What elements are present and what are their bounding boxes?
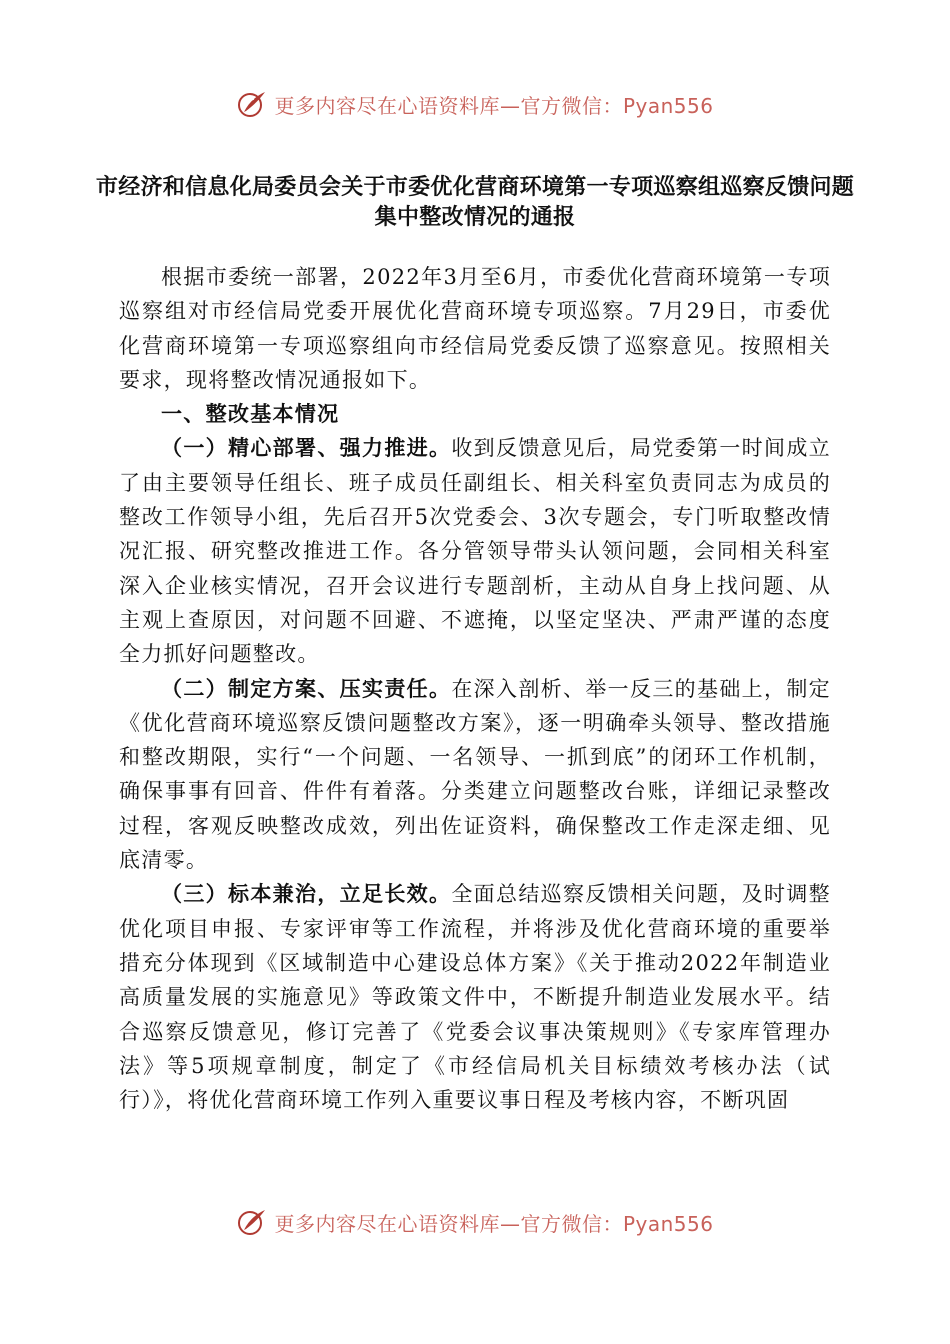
banner-text: 更多内容尽在心语资料库—官方微信：Pyan556: [274, 1211, 714, 1236]
section-item-paragraph: [119, 431, 831, 671]
item-lead: （二）制定方案、压实责任。: [161, 675, 452, 701]
item-lead: （三）标本兼治，立足长效。: [161, 881, 452, 907]
quill-logo-icon: [236, 1206, 268, 1238]
section-heading: 一、整改基本情况: [161, 402, 340, 427]
document-title: 市经济和信息化局委员会关于市委优化营商环境第一专项巡察组巡察反馈问题集中整改情况的通报: [95, 174, 855, 230]
footer-watermark-banner: [0, 1206, 950, 1246]
item-text: 收到反馈意见后，局党委第一时间成立了由主要领导任组长、班子成员任副组长、相关科室负责同志为成员的整改工作领导小组，先后召开5次党委会、3次专题会，专门听取整改情况汇报、研究整改推进工作。各分管领导带头认领问题，会同相关科室深入企业核实情况，召开会议进行专题剖析，主动从自身上找问题、从主观上查原因，对问题不回避、不遮掩，以坚定坚决、严肃严谨的态度全力抓好问题整改。: [119, 436, 831, 667]
item-text: 在深入剖析、举一反三的基础上，制定《优化营商环境巡察反馈问题整改方案》，逐一明确牵头领导、整改措施和整改期限，实行“一个问题、一名领导、一抓到底”的闭环工作机制，确保事事有回音、件件有着落。分类建立问题整改台账，详细记录整改过程，客观反映整改成效，列出佐证资料，确保整改工作走深走细、见底清零。: [119, 676, 831, 873]
document-body: [119, 260, 831, 1117]
item-text: 全面总结巡察反馈相关问题，及时调整优化项目申报、专家评审等工作流程，并将涉及优化营商环境的重要举措充分体现到《区域制造中心建设总体方案》《关于推动2022年制造业高质量发展的实施意见》等政策文件中，不断提升制造业发展水平。结合巡察反馈意见，修订完善了《党委会议事决策规则》《专家库管理办法》等5项规章制度，制定了《市经信局机关目标绩效考核办法（试行）》，将优化营商环境工作列入重要议事日程及考核内容，不断巩固: [119, 882, 831, 1113]
item-lead: （一）精心部署、强力推进。: [161, 435, 452, 461]
section-item-paragraph: [119, 877, 831, 1117]
quill-logo-icon: [236, 88, 268, 120]
section-item-paragraph: [119, 672, 831, 878]
header-watermark-banner: [0, 84, 950, 124]
intro-paragraph: 根据市委统一部署，2022年3月至6月，市委优化营商环境第一专项巡察组对市经信局党委开展优化营商环境专项巡察。7月29日，市委优化营商环境第一专项巡察组向市经信局党委反馈了巡察意见。按照相关要求，现将整改情况通报如下。: [119, 265, 831, 392]
banner-text: 更多内容尽在心语资料库—官方微信：Pyan556: [274, 93, 714, 118]
